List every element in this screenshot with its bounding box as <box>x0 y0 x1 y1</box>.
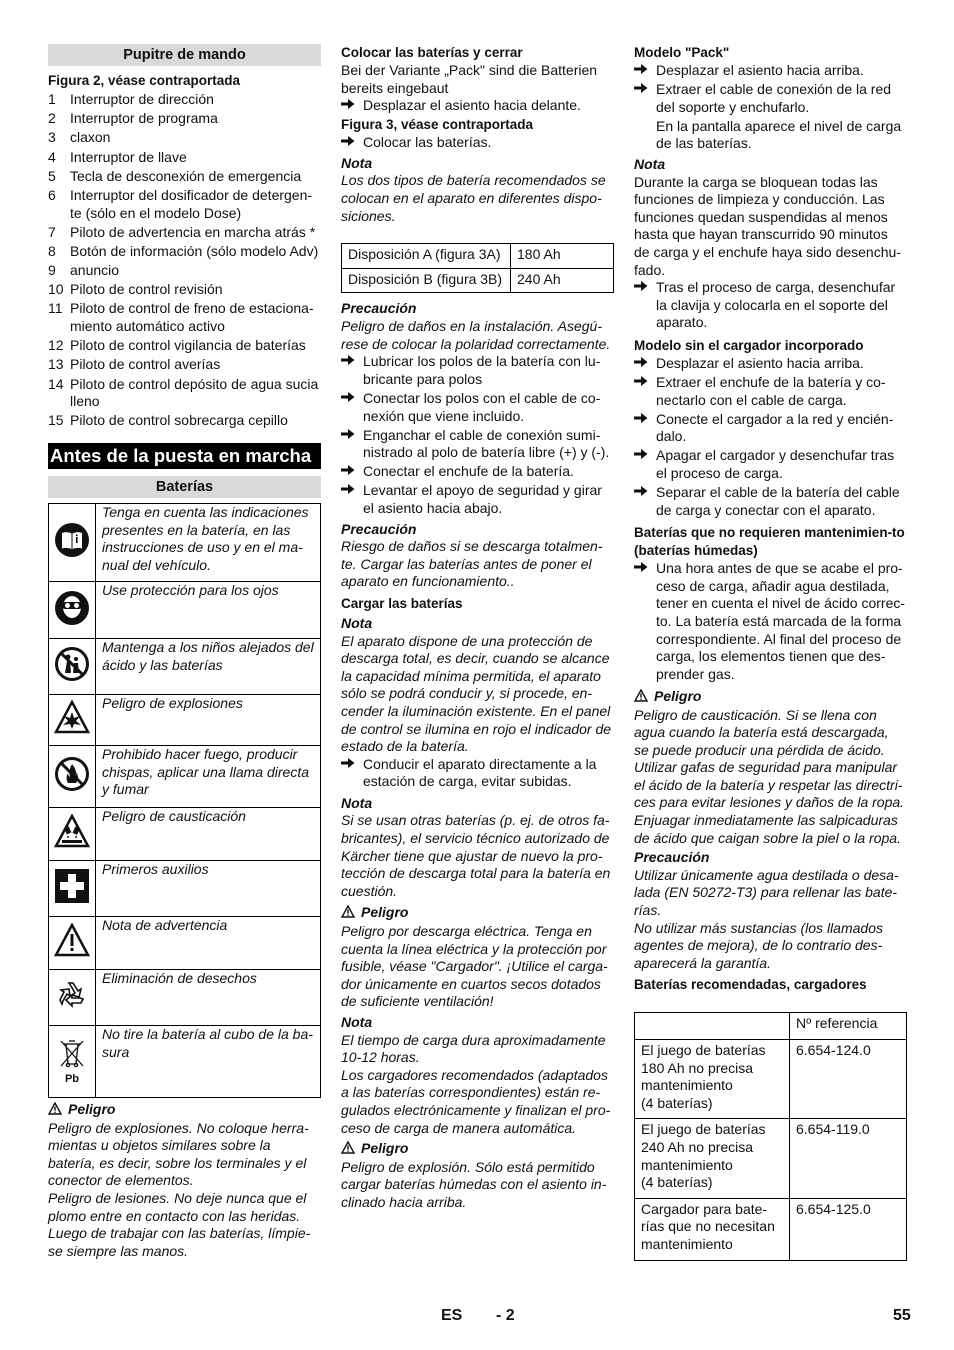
symbol-row <box>49 917 321 970</box>
symbol-icon-cell <box>49 746 96 808</box>
arrow-icon <box>634 447 648 465</box>
item-text: Interruptor del dosificador de detergen-te (sólo en el modelo Dose) <box>70 186 313 221</box>
footer-language: ES <box>441 1307 463 1324</box>
instruction-step <box>341 353 614 388</box>
list-item <box>48 281 321 299</box>
item-number: 6 <box>48 186 56 203</box>
warning-triangle-icon <box>341 1141 355 1159</box>
no-bin-pb-icon <box>54 1055 90 1071</box>
step-text: Desplazar el asiento hacia arriba. <box>656 354 864 371</box>
layout-row <box>342 268 614 293</box>
item-text: Piloto de control revisión <box>70 281 223 298</box>
column-3 <box>634 44 907 1261</box>
instruction-step <box>634 81 907 116</box>
heading-recommended-batteries: Baterías recomendadas, cargadores <box>634 977 867 993</box>
warning-triangle-icon <box>48 1102 62 1120</box>
heading-pack-model: Modelo "Pack" <box>634 45 730 60</box>
instruction-step <box>341 463 614 481</box>
danger-label: Peligro <box>361 904 409 921</box>
symbol-description: Nota de advertencia <box>96 917 321 970</box>
note-text: Durante la carga se bloquean todas las funciones de limpieza y conducción. Las funciones quedan suspendidas al menos hasta que hayan transcurrido 90 minutos de carga y el enchufe haya sido desenchu-fado. <box>634 173 901 278</box>
pb-label: Pb <box>64 1072 80 1085</box>
item-number: 13 <box>48 356 64 373</box>
item-text: Interruptor de llave <box>70 148 187 165</box>
instruction-step <box>341 427 614 462</box>
arrow-icon <box>341 427 355 445</box>
item-text: Piloto de control sobrecarga cepillo <box>70 412 288 429</box>
item-number: 3 <box>48 129 56 146</box>
item-number: 7 <box>48 223 56 240</box>
note-text: El aparato dispone de una protección de descarga total, es decir, cuando se alcance la capacidad mínima permitida, el aparato sólo se podrá conducir y, si procede, en-cender la iluminación existente. En el panel de control se ilumina en rojo el indicador de estado de la batería. <box>341 632 612 755</box>
list-item <box>48 300 321 335</box>
item-number: 8 <box>48 242 56 259</box>
caution-text: Utilizar únicamente agua destilada o desa-lada (EN 50272-T3) para rellenar las bate-rías. No utilizar más sustancias (los llamados agentes de mejora), de lo contrario des-aparecerá la garantía. <box>634 866 899 971</box>
caution-heading: Precaución <box>341 300 417 317</box>
symbol-row <box>49 695 321 746</box>
symbol-description: Primeros auxilios <box>96 861 321 917</box>
step-result: En la pantalla aparece el nivel de carga de las baterías. <box>656 117 902 152</box>
symbol-description: Peligro de causticación <box>96 808 321 861</box>
arrow-icon <box>341 756 355 774</box>
step-text: Conectar el enchufe de la batería. <box>363 463 574 480</box>
arrow-icon <box>341 353 355 371</box>
product-description: El juego de baterías 240 Ah no precisa mantenimiento (4 baterías) <box>635 1119 790 1198</box>
symbol-description: Mantenga a los niños alejados del ácido y las baterías <box>96 639 321 695</box>
arrow-icon <box>634 81 648 99</box>
warning-triangle-icon <box>634 689 648 707</box>
part-number: 6.654-125.0 <box>790 1198 907 1260</box>
step-text: Conducir el aparato directamente a la estación de carga, evitar subidas. <box>363 755 597 790</box>
item-text: Tecla de desconexión de emergencia <box>70 167 302 184</box>
item-text: Piloto de control vigilancia de baterías <box>70 337 306 354</box>
numbered-list <box>48 91 321 430</box>
note-text: Los dos tipos de batería recomendados se colocan en el aparato en diferentes dispo-siciones. <box>341 172 606 224</box>
heading-install-batteries: Colocar las baterías y cerrar <box>341 45 523 60</box>
variant-note: Bei der Variante „Pack" sind die Batterien bereits eingebaut <box>341 62 598 96</box>
keep-children-away-icon <box>54 669 90 685</box>
arrow-icon <box>634 411 648 429</box>
corrosive-icon <box>54 837 90 853</box>
item-number: 1 <box>48 91 56 107</box>
item-number: 2 <box>48 110 56 127</box>
item-text: claxon <box>70 129 111 146</box>
warning-icon <box>54 946 90 962</box>
item-number: 14 <box>48 375 64 392</box>
symbol-row <box>49 746 321 808</box>
symbol-row <box>49 970 321 1026</box>
column-2 <box>341 44 614 1212</box>
symbol-description: Peligro de explosiones <box>96 695 321 746</box>
danger-label: Peligro <box>361 1140 409 1157</box>
danger-heading <box>341 1140 614 1159</box>
symbol-icon-cell <box>49 504 96 582</box>
step-text: Desplazar el asiento hacia arriba. <box>656 62 864 78</box>
step-text: Tras el proceso de carga, desenchufar la clavija y colocarla en el soporte del aparato. <box>656 279 896 331</box>
step-text: Apagar el cargador y desenchufar tras el proceso de carga. <box>656 447 895 481</box>
symbol-icon-cell <box>49 1026 96 1098</box>
danger-text: Peligro de causticación. Si se llena con agua cuando la batería está descargada, se puede producir una pérdida de ácido. Utilizar gafas de seguridad para manipular el ácido de la batería y respetar las directri-ces para evitar lesiones y daños de la ropa. Enjuagar inmediatamente las salpicaduras de ácido que caigan sobre la piel o la ropa. <box>634 706 905 846</box>
step-text: Conecte el cargador a la red y encién-dalo. <box>656 410 894 445</box>
layout-capacity: 240 Ah <box>511 268 614 293</box>
step-text: Desplazar el asiento hacia delante. <box>363 97 581 114</box>
list-item <box>48 337 321 355</box>
layout-name: Disposición B (figura 3B) <box>342 268 511 293</box>
symbol-description: Prohibido hacer fuego, producir chispas, aplicar una llama directa y fumar <box>96 746 321 808</box>
list-item <box>48 187 321 222</box>
item-number: 9 <box>48 262 56 279</box>
item-number: 5 <box>48 167 56 184</box>
list-item <box>48 129 321 147</box>
warning-triangle-icon <box>341 905 355 923</box>
layout-name: Disposición A (figura 3A) <box>342 244 511 269</box>
caution-heading: Precaución <box>341 520 417 537</box>
symbols-table <box>48 503 321 1098</box>
note-heading: Nota <box>341 614 373 631</box>
item-number: 15 <box>48 412 64 429</box>
instruction-step <box>634 484 907 519</box>
column-1 <box>48 44 321 1260</box>
heading-charge-batteries: Cargar las baterías <box>341 595 463 611</box>
danger-text: Peligro de explosiones. No coloque herra-mientas u objetos similares sobre la batería, es decir, sobre los terminales y el conector de elementos. Peligro de lesiones. No deje nunca que el plomo entre en contacto con las heridas. Luego de trabajar con las baterías, límpie-se siempre las manos. <box>48 1119 311 1259</box>
danger-label: Peligro <box>654 687 702 704</box>
section-heading-control-panel: Pupitre de mando <box>48 44 321 66</box>
reference-header-blank <box>635 1013 790 1040</box>
symbol-row <box>49 639 321 695</box>
symbol-description: Eliminación de desechos <box>96 970 321 1026</box>
symbol-description: No tire la batería al cubo de la ba-sura <box>96 1026 321 1098</box>
instruction-step <box>341 390 614 425</box>
figure-reference: Figura 2, véase contraportada <box>48 73 241 88</box>
reference-table <box>634 1012 907 1260</box>
instruction-step <box>634 355 907 373</box>
step-text: Una hora antes de que se acabe el pro-ceso de carga, añadir agua destilada, tener en cuenta el nivel de ácido correc-to. La batería está marcada de la forma correspondiente. Al final del proceso de carga, los elementos tienen que des-prender gas. <box>656 560 906 682</box>
heading-no-charger-model: Modelo sin el cargador incorporado <box>634 337 864 353</box>
arrow-icon <box>341 390 355 408</box>
list-item <box>48 110 321 128</box>
list-item <box>48 243 321 261</box>
step-text: Lubricar los polos de la batería con lu-bricante para polos <box>363 353 601 387</box>
item-text: anuncio <box>70 262 120 279</box>
manual-icon <box>54 545 90 561</box>
instruction-step <box>341 134 614 152</box>
symbol-description: Tenga en cuenta las indicaciones presentes en la batería, en las instrucciones de uso y en el ma-nual del vehículo. <box>96 504 321 582</box>
arrow-icon <box>341 463 355 481</box>
item-text: Piloto de advertencia en marcha atrás * <box>70 223 316 240</box>
symbol-icon-cell <box>49 808 96 861</box>
step-text: Levantar el apoyo de seguridad y girar el asiento hacia abajo. <box>363 482 602 516</box>
instruction-step <box>634 62 907 80</box>
note-heading: Nota <box>341 154 373 171</box>
instruction-step <box>341 756 614 791</box>
note-text: El tiempo de carga dura aproximadamente 10-12 horas. Los cargadores recomendados (adaptados a las baterías correspondientes) están re-gulados electrónicamente y finalizan el pro-ceso de carga de manera automática. <box>341 1031 611 1136</box>
product-description: Cargador para bate-rías que no necesitan mantenimiento <box>635 1198 790 1260</box>
danger-label: Peligro <box>68 1101 116 1117</box>
reference-header-row <box>635 1013 907 1040</box>
arrow-icon <box>341 97 355 115</box>
instruction-step <box>634 279 907 332</box>
main-heading: Antes de la puesta en marcha <box>48 443 321 469</box>
item-number: 4 <box>48 148 56 165</box>
arrow-icon <box>341 134 355 152</box>
danger-heading <box>634 688 907 707</box>
arrow-icon <box>634 484 648 502</box>
layout-table <box>341 243 614 293</box>
goggles-icon <box>54 613 90 629</box>
symbol-icon-cell <box>49 582 96 639</box>
note-text: Si se usan otras baterías (p. ej. de otros fa-bricantes), el servicio técnico autorizado de Kärcher tiene que ajustar de nuevo la pro-tección de descarga total para la batería en cuestión. <box>341 812 611 899</box>
figure-reference: Figura 3, véase contraportada <box>341 117 534 133</box>
instruction-step <box>634 374 907 409</box>
step-text: Enganchar el cable de conexión sumi-nistrado al polo de batería libre (+) y (-). <box>363 426 610 461</box>
symbol-icon-cell <box>49 861 96 917</box>
list-item <box>48 262 321 280</box>
symbol-row <box>49 1026 321 1098</box>
list-item <box>48 149 321 167</box>
caution-heading: Precaución <box>634 849 710 866</box>
item-text: Interruptor de dirección <box>70 91 214 107</box>
arrow-icon <box>634 355 648 373</box>
item-text: Piloto de control de freno de estaciona-miento automático activo <box>70 300 314 335</box>
reference-header-number: Nº referencia <box>790 1013 907 1040</box>
note-heading: Nota <box>341 794 373 811</box>
recycle-icon <box>54 1000 90 1016</box>
item-number: 12 <box>48 337 64 354</box>
list-item <box>48 224 321 242</box>
instruction-step <box>341 482 614 517</box>
first-aid-icon <box>54 891 90 907</box>
list-item <box>48 376 321 411</box>
symbol-row <box>49 861 321 917</box>
step-text: Extraer el enchufe de la batería y co-nectarlo con el cable de carga. <box>656 374 886 408</box>
section-heading-batteries: Baterías <box>48 476 321 498</box>
step-text: Extraer el cable de conexión de la red del soporte y enchufarlo. <box>656 81 892 115</box>
instruction-step <box>634 560 907 683</box>
footer-section: - 2 <box>496 1307 515 1324</box>
step-text: Colocar las baterías. <box>363 134 492 151</box>
product-description: El juego de baterías 180 Ah no precisa mantenimiento (4 baterías) <box>635 1040 790 1119</box>
reference-row <box>635 1040 907 1119</box>
item-text: Botón de información (sólo modelo Adv) <box>70 242 319 259</box>
layout-row <box>342 244 614 269</box>
layout-capacity: 180 Ah <box>511 244 614 269</box>
reference-row <box>635 1198 907 1260</box>
step-text: Conectar los polos con el cable de co-nexión que viene incluido. <box>363 389 601 424</box>
list-item <box>48 356 321 374</box>
item-text: Piloto de control depósito de agua sucia lleno <box>70 375 319 410</box>
symbol-icon-cell <box>49 917 96 970</box>
symbol-icon-cell <box>49 695 96 746</box>
part-number: 6.654-119.0 <box>790 1119 907 1198</box>
step-text: Separar el cable de la batería del cable de carga y conectar con el aparato. <box>656 484 900 518</box>
arrow-icon <box>634 62 648 80</box>
symbol-icon-cell <box>49 970 96 1026</box>
no-fire-icon <box>54 779 90 795</box>
caution-text: Riesgo de daños si se descarga totalmen-te. Cargar las baterías antes de poner el aparato en funcionamiento.. <box>341 538 603 590</box>
list-item <box>48 91 321 109</box>
list-item <box>48 168 321 186</box>
arrow-icon <box>634 374 648 392</box>
item-text: Interruptor de programa <box>70 110 218 127</box>
symbol-description: Use protección para los ojos <box>96 582 321 639</box>
arrow-icon <box>634 560 648 578</box>
caution-text: Peligro de daños en la instalación. Asegú-rese de colocar la polaridad correctamente. <box>341 318 611 352</box>
danger-text: Peligro de explosión. Sólo está permitido cargar baterías húmedas con el asiento in-clinado hacia arriba. <box>341 1158 607 1210</box>
item-number: 10 <box>48 281 64 298</box>
note-heading: Nota <box>341 1014 373 1030</box>
note-heading: Nota <box>634 155 666 172</box>
arrow-icon <box>341 482 355 500</box>
symbol-icon-cell <box>49 639 96 695</box>
part-number: 6.654-124.0 <box>790 1040 907 1119</box>
footer-page-number: 55 <box>893 1307 911 1324</box>
item-text: Piloto de control averías <box>70 356 221 373</box>
arrow-icon <box>634 279 648 297</box>
item-number: 11 <box>48 300 63 317</box>
danger-heading <box>48 1101 321 1120</box>
danger-text: Peligro por descarga eléctrica. Tenga en cuenta la línea eléctrica y la protección por fusible, véase "Cargador". ¡Utilice el carga-dor únicamente en cuartos secos dotados de suficiente ventilación! <box>341 923 608 1010</box>
heading-maintenance-free: Baterías que no requieren mantenimien-to (baterías húmedas) <box>634 525 905 559</box>
symbol-row <box>49 504 321 582</box>
list-item <box>48 412 321 430</box>
danger-heading <box>341 904 614 923</box>
instruction-step <box>341 97 614 115</box>
symbol-row <box>49 582 321 639</box>
reference-row <box>635 1119 907 1198</box>
explosion-icon <box>54 723 90 739</box>
symbol-row <box>49 808 321 861</box>
instruction-step <box>634 447 907 482</box>
instruction-step <box>634 411 907 446</box>
